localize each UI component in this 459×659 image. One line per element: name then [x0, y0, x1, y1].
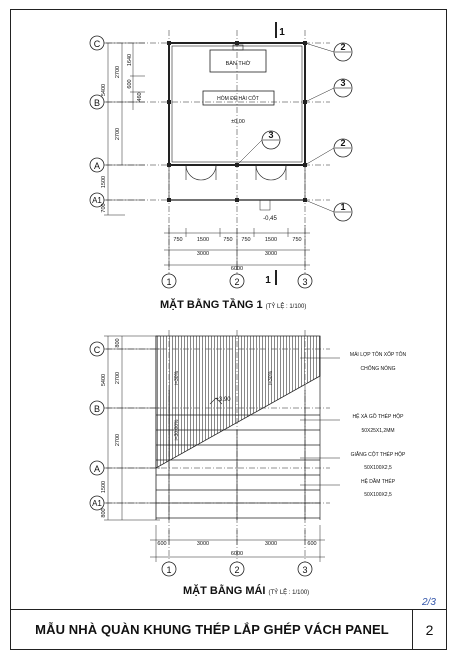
dim-left: 1500 — [101, 175, 107, 189]
dim-bottom: 750 — [241, 237, 251, 243]
sheet-number: 2 — [425, 622, 434, 638]
dim-left: 2700 — [115, 127, 121, 141]
roof-plan-title — [183, 585, 309, 597]
axis-label: B — [93, 404, 101, 414]
note-title: HỆ DẦM THÉP — [360, 479, 396, 485]
dim-left: 2700 — [115, 65, 121, 79]
callout-number: 1 — [340, 202, 346, 212]
slope-label: i=30,00% — [174, 419, 180, 441]
dim-bottom: 750 — [173, 237, 183, 243]
note-spec: 50X100X2,5 — [364, 492, 392, 498]
dim-bottom: 3000 — [264, 541, 278, 547]
dim-bottom: 1500 — [264, 237, 278, 243]
dim-left: 1500 — [101, 480, 107, 494]
dim-left: 5400 — [101, 83, 107, 97]
roof-plan-scale: (TỶ LỆ : 1/100) — [268, 590, 310, 596]
dim-bottom: 750 — [292, 237, 302, 243]
coffin-label: HÒM ĐỂ HÀI CỐT — [217, 96, 259, 102]
dim-bottom: 750 — [223, 237, 233, 243]
slope-label: i=30% — [268, 370, 274, 386]
note-title: MÁI LỢP TÔN XỐP TÔN — [349, 352, 407, 358]
ground-level: -0,45 — [263, 216, 277, 222]
axis-label: 2 — [234, 277, 240, 287]
dim-bottom-total: 6000 — [230, 266, 244, 272]
callout-number: 3 — [268, 130, 274, 140]
roof-plan-title-text: MẶT BẰNG MÁI — [183, 585, 266, 597]
floor-plan — [104, 22, 334, 285]
altar-table-label: BÀN THỜ — [225, 61, 251, 67]
dim-left: 600 — [127, 79, 133, 89]
roof-level: +3,90 — [215, 397, 231, 403]
axis-label: 1 — [166, 565, 172, 575]
axis-label: A1 — [92, 499, 102, 508]
axis-label: 1 — [166, 277, 172, 287]
floor-level: ±0,00 — [231, 119, 245, 125]
floor-plan-scale: (TỶ LỆ : 1/100) — [265, 304, 307, 310]
dim-bottom: 3000 — [196, 251, 210, 257]
dim-bottom: 3000 — [196, 541, 210, 547]
note-title: GIẰNG CỘT THÉP HỘP — [350, 452, 406, 458]
dim-bottom: 3000 — [264, 251, 278, 257]
drawing-title: MẪU NHÀ QUÀN KHUNG THÉP LẮP GHÉP VÁCH PANEL — [35, 622, 389, 637]
note-spec: 50X25X1,2MM — [361, 428, 395, 434]
section-mark-bottom: 1 — [265, 275, 271, 286]
dim-bottom: 1500 — [196, 237, 210, 243]
handwritten-mark: 2/3 — [422, 597, 436, 608]
dim-left: 800 — [101, 508, 107, 518]
axis-label: A — [93, 161, 101, 171]
axis-label: C — [93, 345, 101, 355]
axis-label: 3 — [302, 277, 308, 287]
note-title: HỆ XÀ GỒ THÉP HỘP — [352, 414, 404, 420]
floor-plan-title-text: MẶT BẰNG TẦNG 1 — [160, 299, 263, 311]
callout-number: 2 — [340, 42, 346, 52]
callout-number: 3 — [340, 78, 346, 88]
callout-number: 2 — [340, 138, 346, 148]
dim-bottom: 600 — [307, 541, 317, 547]
axis-label: A — [93, 464, 101, 474]
dim-left: 1640 — [127, 53, 133, 67]
dim-left: 700 — [101, 203, 107, 213]
dim-bottom: 600 — [157, 541, 167, 547]
roof-plan — [104, 330, 340, 575]
dim-left: 2700 — [115, 371, 121, 385]
dim-left: 2700 — [115, 433, 121, 447]
floor-plan-title — [160, 299, 306, 311]
dim-left: 460 — [137, 92, 143, 102]
slope-label: i=30% — [174, 370, 180, 386]
axis-label: 2 — [234, 565, 240, 575]
dim-left: 5400 — [101, 373, 107, 387]
axis-label: A1 — [92, 196, 102, 205]
dim-left: 800 — [115, 338, 121, 348]
axis-label: B — [93, 98, 101, 108]
axis-label: C — [93, 39, 101, 49]
note-spec: CHỐNG NÓNG — [360, 366, 396, 372]
note-spec: 50X100X2,5 — [364, 465, 392, 471]
dim-bottom-total: 6000 — [230, 551, 244, 557]
axis-label: 3 — [302, 565, 308, 575]
section-mark-top: 1 — [279, 27, 285, 38]
